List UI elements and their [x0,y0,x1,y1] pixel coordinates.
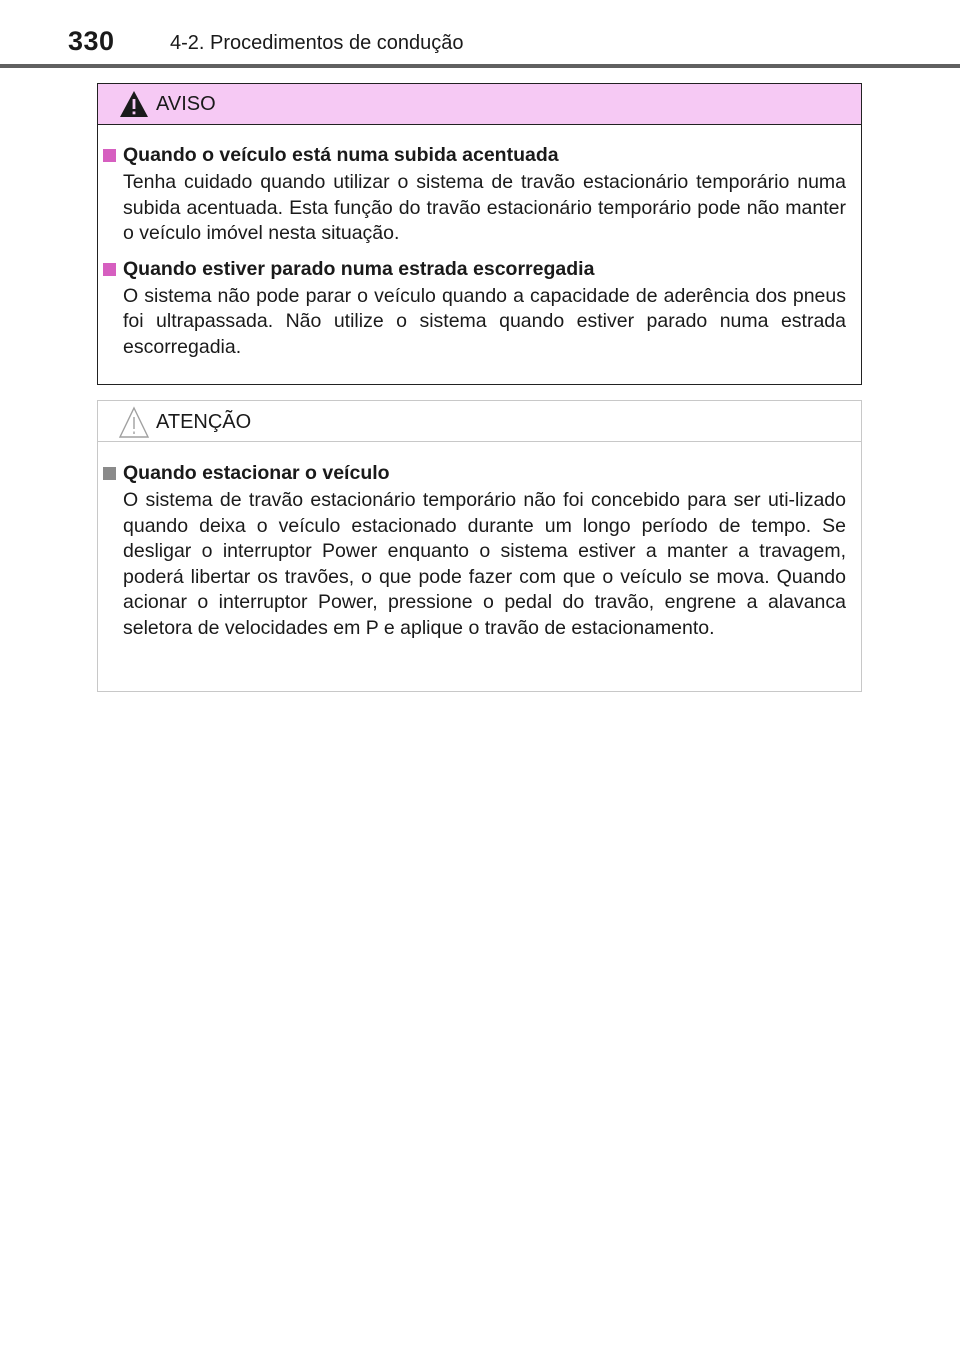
warning-box [97,83,862,385]
caution-box [97,400,862,692]
warning-item-title: Quando o veículo está numa subida acentuada [123,144,559,166]
caution-box-header [98,401,861,442]
square-bullet-icon [103,263,116,276]
caution-item-title: Quando estacionar o veículo [123,462,390,484]
caution-triangle-icon [118,406,150,440]
square-bullet-icon [103,149,116,162]
square-bullet-icon [103,467,116,480]
warning-item [98,142,861,247]
header-divider [0,64,960,68]
caution-item [98,460,861,641]
warning-item-text: O sistema não pode parar o veículo quando a capacidade de aderência dos pneus foi ultrapassada. Não utilize o sistema quando estiver parado numa estrada escorregadia. [123,284,846,358]
page-number: 330 [68,26,115,56]
section-title: 4-2. Procedimentos de condução [170,32,464,54]
warning-triangle-icon [118,89,150,119]
page-header [0,0,960,70]
warning-item-text: Tenha cuidado quando utilizar o sistema de travão estacionário temporário numa subida acentuada. Esta função do travão estacionário temporário pode não manter o veículo imóvel nesta situação. [123,171,846,244]
caution-item-text: O sistema de travão estacionário temporário não foi concebido para ser uti-lizado quando deixa o veículo estacionado durante um longo período de tempo. Se desligar o interruptor Power enquanto o sistema estiver a manter a travagem, poderá libertar os travões, o que pode fazer com que o veículo se mova. Quando acionar o interruptor Power, pressione o pedal do travão, engrene a alavanca seletora de velocidades em P e aplique o travão de estacionamento. [123,489,846,639]
warning-item [98,256,861,361]
warning-item-title: Quando estiver parado numa estrada escorregadia [123,257,595,280]
warning-box-header [98,84,861,125]
caution-label: ATENÇÃO [156,411,252,433]
warning-label: AVISO [156,93,216,115]
